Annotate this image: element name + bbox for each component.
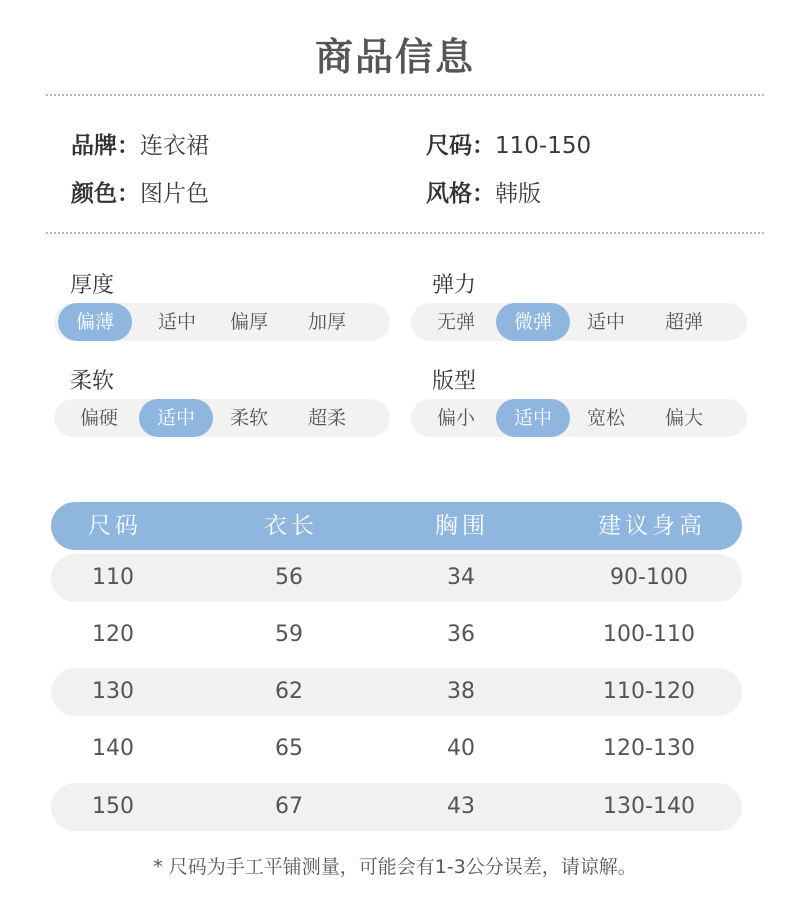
- attr-fit-scale: [411, 399, 747, 437]
- table-cell: 43: [447, 794, 475, 819]
- table-row: [51, 554, 742, 602]
- table-cell: 34: [447, 565, 475, 590]
- attr-elasticity-option: 超弹: [664, 311, 703, 333]
- info-size: [426, 127, 591, 160]
- attr-softness-option: 超柔: [307, 407, 346, 429]
- table-cell: 59: [275, 622, 303, 647]
- info-style-key: 风格：: [426, 181, 495, 207]
- table-cell: 38: [447, 679, 475, 704]
- table-cell: 130-140: [603, 794, 695, 819]
- attr-softness-option: 适中: [139, 399, 213, 437]
- table-cell: 120: [92, 622, 134, 647]
- attr-thickness-option: 加厚: [307, 311, 346, 333]
- info-brand-key: 品牌：: [71, 133, 140, 159]
- table-cell: 140: [92, 736, 134, 761]
- info-brand-value: 连衣裙: [140, 133, 209, 159]
- table-cell: 150: [92, 794, 134, 819]
- table-cell: 62: [275, 679, 303, 704]
- info-size-value: 110-150: [495, 133, 592, 159]
- attr-thickness-option: 偏厚: [229, 311, 268, 333]
- attr-thickness-scale: [54, 303, 390, 341]
- table-cell: 40: [447, 736, 475, 761]
- size-table-header-cell: 建议身高: [598, 513, 706, 539]
- attr-elasticity-option: 适中: [586, 311, 625, 333]
- attr-fit-option: 宽松: [586, 407, 625, 429]
- attr-softness-option: 偏硬: [79, 407, 118, 429]
- attr-softness-label: 柔软: [70, 369, 115, 394]
- table-cell: 36: [447, 622, 475, 647]
- dotted-divider: [46, 94, 764, 96]
- table-cell: 100-110: [603, 622, 695, 647]
- size-table-header-cell: 尺码: [88, 513, 142, 539]
- info-style-value: 韩版: [495, 181, 541, 207]
- size-table-header-cell: 胸围: [435, 513, 489, 539]
- attr-fit-option: 偏大: [664, 407, 703, 429]
- info-style: [426, 175, 541, 208]
- table-cell: 130: [92, 679, 134, 704]
- info-color: [71, 175, 209, 208]
- attr-elasticity-scale: [411, 303, 747, 341]
- attr-elasticity-option: 微弹: [496, 303, 570, 341]
- page-title: 商品信息: [314, 35, 475, 79]
- attr-elasticity-option: 无弹: [436, 311, 475, 333]
- attr-thickness-label: 厚度: [70, 273, 115, 298]
- attr-thickness-option: 偏薄: [58, 303, 132, 341]
- table-row: [51, 725, 742, 773]
- table-row: [51, 611, 742, 659]
- table-row: [51, 783, 742, 831]
- dotted-divider: [46, 232, 764, 234]
- table-cell: 90-100: [610, 565, 688, 590]
- table-row: [51, 668, 742, 716]
- attr-fit-label: 版型: [432, 369, 477, 394]
- attr-softness-option: 柔软: [229, 407, 268, 429]
- table-cell: 56: [275, 565, 303, 590]
- size-table-header: [51, 502, 742, 550]
- info-brand: [71, 127, 209, 160]
- table-cell: 67: [275, 794, 303, 819]
- table-cell: 110-120: [603, 679, 695, 704]
- info-color-value: 图片色: [140, 181, 209, 207]
- attr-softness-scale: [54, 399, 390, 437]
- info-color-key: 颜色：: [71, 181, 140, 207]
- measurement-note: * 尺码为手工平铺测量，可能会有1-3公分误差，请谅解。: [153, 856, 637, 878]
- table-cell: 120-130: [603, 736, 695, 761]
- table-cell: 65: [275, 736, 303, 761]
- attr-fit-option: 偏小: [436, 407, 475, 429]
- info-size-key: 尺码：: [426, 133, 495, 159]
- attr-thickness-option: 适中: [157, 311, 196, 333]
- attr-fit-option: 适中: [496, 399, 570, 437]
- size-table-header-cell: 衣长: [264, 513, 318, 539]
- table-cell: 110: [92, 565, 134, 590]
- attr-elasticity-label: 弹力: [432, 273, 477, 298]
